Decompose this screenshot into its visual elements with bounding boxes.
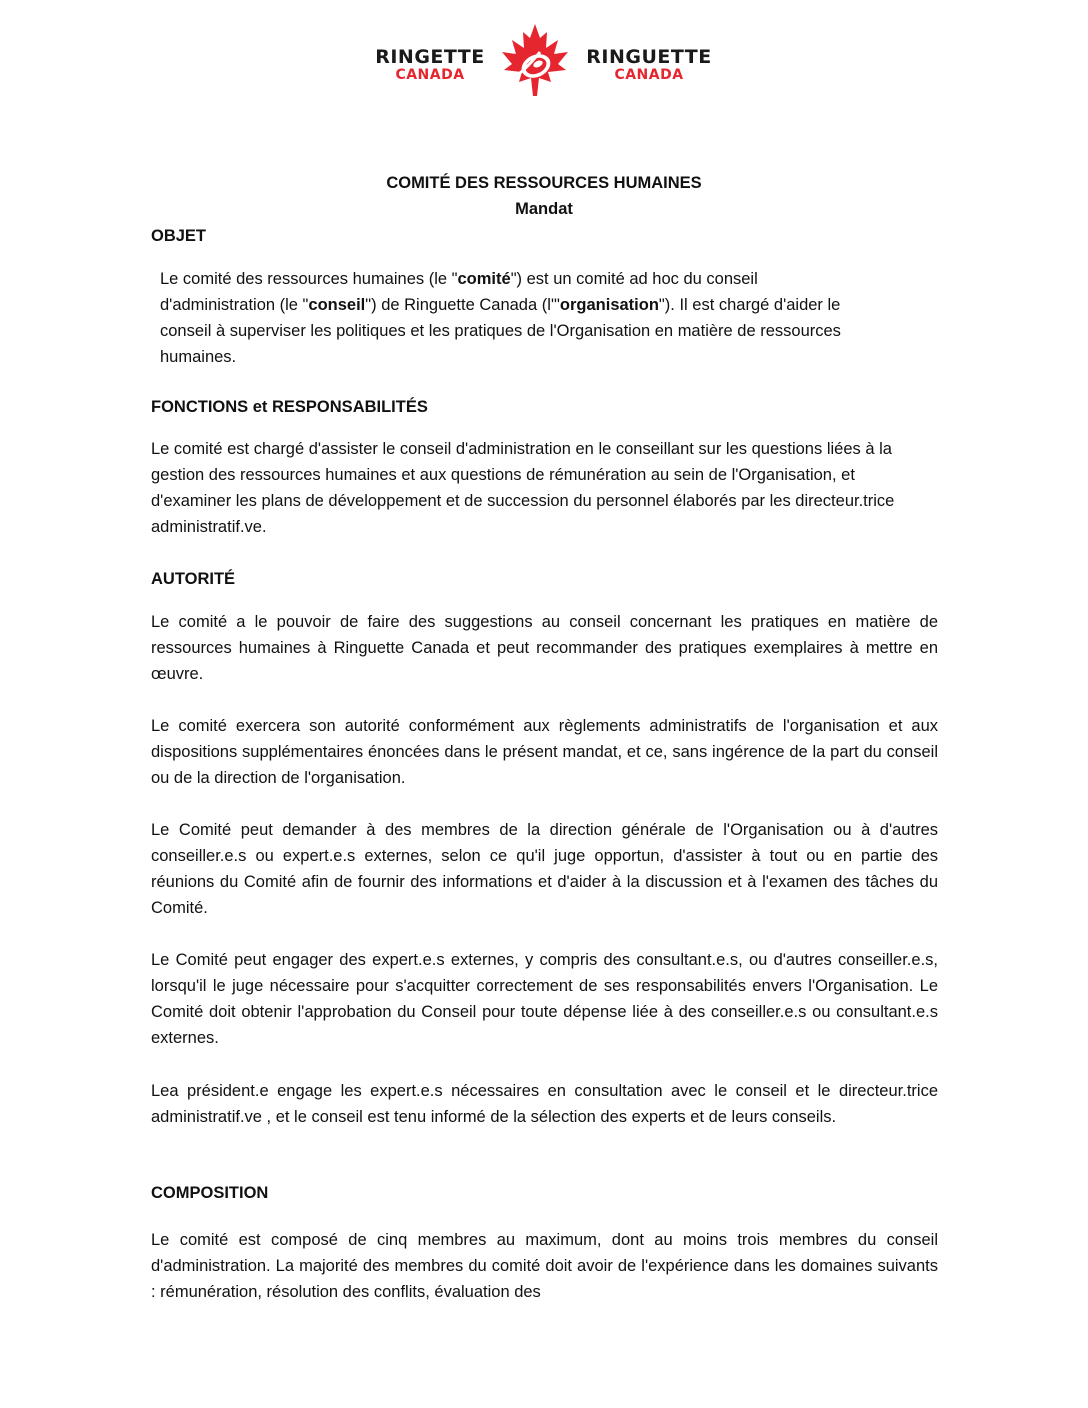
autorite-paragraph-3: Le Comité peut demander à des membres de la direction générale de l'Organisation ou à d'autres conseiller.e.s ou expert.e.s externes, selon ce qu'il juge opportun, d'assister à tout ou en partie des réunions du Comité afin de fournir des informations et d'aider à la discussion et à l'examen des tâches du Comité. xyxy=(151,821,938,917)
heading-fonctions: FONCTIONS et RESPONSABILITÉS xyxy=(151,398,428,416)
logo-french-wordmark xyxy=(580,48,718,82)
ringette-canada-logo xyxy=(372,22,718,100)
autorite-paragraph-1: Le comité a le pouvoir de faire des suggestions au conseil concernant les pratiques en matière de ressources humaines à Ringuette Canada et peut recommander des pratiques exemplaires à mettre en œuvre. xyxy=(151,613,938,683)
logo-left-line2: CANADA xyxy=(395,67,465,83)
page-title: COMITÉ DES RESSOURCES HUMAINES xyxy=(386,174,702,192)
objet-text-2: ") est un comité ad hoc du conseil d'administration (le " xyxy=(160,270,758,314)
term-organisation: organisation xyxy=(559,296,659,314)
term-comite: comité xyxy=(457,270,511,288)
autorite-paragraph-5: Lea président.e engage les expert.e.s nécessaires en consultation avec le conseil et le directeur.trice administratif.ve , et le conseil est tenu informé de la sélection des experts et de leurs conseils. xyxy=(151,1082,938,1126)
logo-right-line2: CANADA xyxy=(614,67,684,83)
autorite-paragraph-2: Le comité exercera son autorité conformément aux règlements administratifs de l'organisation et aux dispositions supplémentaires énoncées dans le présent mandat, et ce, sans ingérence de la part du conseil ou de la direction de l'organisation. xyxy=(151,717,938,787)
logo-left-line1: RINGETTE xyxy=(375,46,485,68)
autorite-paragraph-4: Le Comité peut engager des expert.e.s externes, y compris des consultant.e.s, ou d'autres conseiller.e.s, lorsqu'il le juge nécessaire pour s'acquitter correctement de ses responsabilités envers l'Organisation. Le Comité doit obtenir l'approbation du Conseil pour toute dépense liée à des conseiller.e.s ou consultant.e.s externes. xyxy=(151,951,938,1047)
logo-english-wordmark xyxy=(372,48,488,82)
objet-paragraph xyxy=(160,266,860,370)
logo-right-line1: RINGUETTE xyxy=(586,46,712,68)
heading-autorite: AUTORITÉ xyxy=(151,570,236,588)
heading-composition: COMPOSITION xyxy=(151,1184,269,1202)
objet-text-1: Le comité des ressources humaines (le " xyxy=(160,270,458,288)
composition-paragraph: Le comité est composé de cinq membres au maximum, dont au moins trois membres du conseil d'administration. La majorité des membres du comité doit avoir de l'expérience dans les domaines suivants : rémunération, résolution des conflits, évaluation des xyxy=(151,1231,938,1301)
page-subtitle: Mandat xyxy=(515,200,573,218)
maple-leaf-ring-icon xyxy=(496,22,574,100)
heading-objet: OBJET xyxy=(151,227,207,245)
objet-text-3: ") de Ringuette Canada (l'" xyxy=(365,296,560,314)
objet-text-4: "). Il est chargé d'aider le conseil à superviser les politiques et les pratiques de l'Organisation en matière de ressources humaines. xyxy=(160,296,841,366)
term-conseil: conseil xyxy=(308,296,366,314)
fonctions-paragraph: Le comité est chargé d'assister le conseil d'administration en le conseillant sur les questions liées à la gestion des ressources humaines et aux questions de rémunération au sein de l'Organisation, et d'examiner les plans de développement et de succession du personnel élaborés par les directeur.trice administratif.ve. xyxy=(151,440,895,536)
